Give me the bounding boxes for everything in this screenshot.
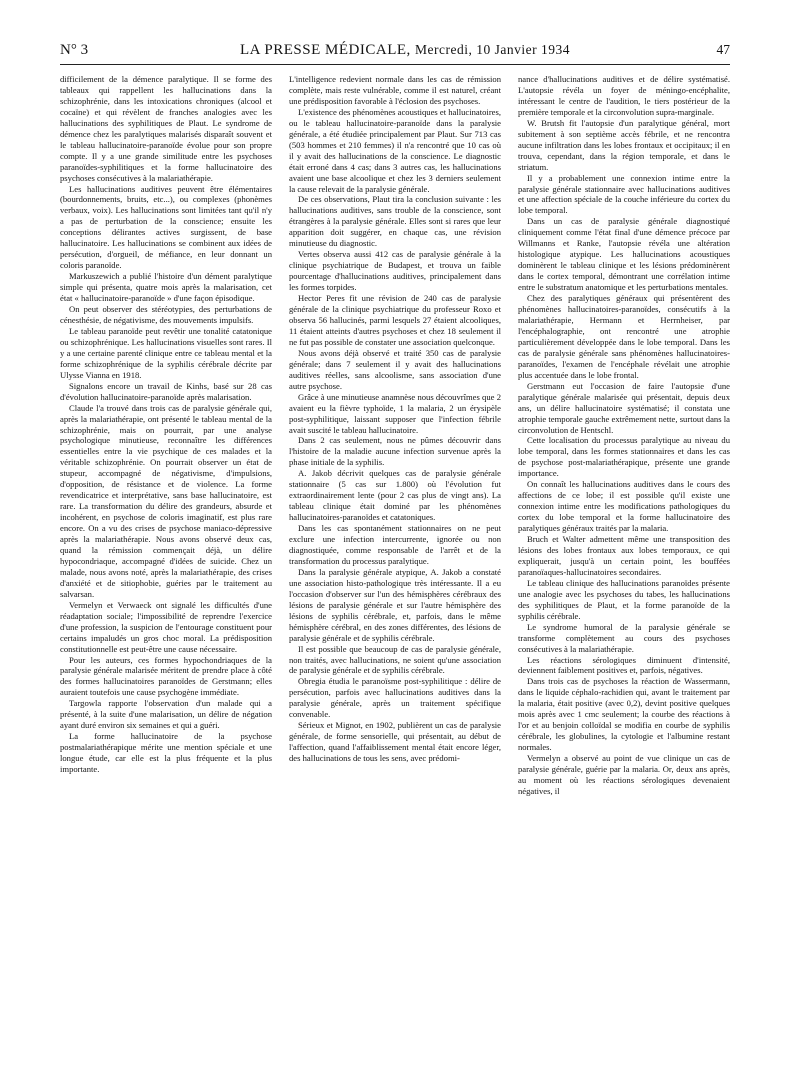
paragraph: On connaît les hallucinations auditives dans le cours des affections de ce lobe; il est possible qu'il existe une connexion intime entre les modifications pathologiques du cortex du lobe temporal et la forme hallucinatoire des paralytiques généraux traités par la malaria. bbox=[518, 479, 730, 534]
article-columns bbox=[60, 74, 730, 1066]
paragraph: A. Jakob décrivit quelques cas de paralysie générale stationnaire (5 cas sur 1.800) où l'évolution fut extraordinairement lente (pour 2 cas plus de vingt ans). La tableau clinique était dominé par les phénomènes hallucinatoires-paranoïdes et catatoniques. bbox=[289, 468, 501, 523]
paragraph: Le syndrome humoral de la paralysie générale se transforme complètement au cours des psychoses consécutives à la malariathérapie. bbox=[518, 621, 730, 654]
paragraph: Le tableau clinique des hallucinations paranoïdes présente une analogie avec les psychoses du tabes, les hallucinations des syphilitiques de Plaut, et la forme paranoïde de la syphilis cérébrale. bbox=[518, 577, 730, 621]
paragraph: Obregia étudia le paranoïsme post-syphilitique : délire de persécution, parfois avec hallucinations auditives dans la paralysie générale, après un traitement spécifique convenable. bbox=[289, 676, 501, 720]
paragraph: Bruch et Walter admettent même une transposition des lésions des lobes frontaux aux lobes temporaux, ce qui expliquerait, jusqu'à un certain point, les bouffées paranoïaques-hallucinatoires secondaires. bbox=[518, 534, 730, 577]
paragraph: Vertes observa aussi 412 cas de paralysie générale à la clinique psychiatrique de Budapest, et trouva un faible pourcentage d'hallucinations auditives, principalement dans les formes torpides. bbox=[289, 249, 501, 293]
issue-date: Mercredi, 10 Janvier 1934 bbox=[415, 42, 570, 57]
paragraph: L'existence des phénomènes acoustiques et hallucinatoires, ou le tableau hallucinatoire-paranoïde dans la paralysie générale, a été étudiée principalement par Plaut. Sur 713 cas (503 hommes et 210 femmes) il n'a rencontré que 10 cas où il y avait des hallucinations de la conscience. Le diagnostic était erroné dans 4 cas; dans 3 autres cas, les hallucinations avaient une base alcoolique et chez les 3 derniers seulement la cause relevait de la paralysie générale. bbox=[289, 106, 501, 194]
paragraph: La forme hallucinatoire de la psychose postmalariathérapique mérite une mention spéciale et une longue étude, car elle est la plus fréquente et la plus importante. bbox=[60, 731, 272, 775]
paragraph: Le tableau paranoïde peut revêtir une tonalité catatonique ou schizophrénique. Les hallucinations visuelles sont rares. Il y a une certaine parenté clinique entre ce tableau mental et la forme schizophrénique de la syphilis cérébrale décrite par Ulysse Vianna en 1918. bbox=[60, 325, 272, 380]
paragraph: Dans 2 cas seulement, nous ne pûmes découvrir dans l'histoire de la maladie aucune infection survenue après la phase initiale de la syphilis. bbox=[289, 435, 501, 468]
column-right bbox=[518, 74, 730, 1066]
paragraph: Gerstmann eut l'occasion de faire l'autopsie d'une paralytique générale malarisée qui présentait, depuis deux ans, un délire hallucinatoire systématisé; il constata une atrophie temporale gauche extrêmement nette, surtout dans la circonvolution de Hentschl. bbox=[518, 380, 730, 435]
issue-number: N° 3 bbox=[60, 42, 89, 58]
paragraph: Chez des paralytiques généraux qui présentèrent des phénomènes hallucinatoires-paranoïdes, consécutifs à la malariathérapie, Hermann et Herrnheiser, par l'encéphalographie, ont rencontré une atrophie particulièrement développée dans le lobe temporal. Dans les cas de paralysie générale sans phénomènes hallucinatoires-paranoïdes, l'examen de l'encéphale révélait une atrophie plus accentuée dans le lobe frontal. bbox=[518, 293, 730, 380]
paragraph: Vermelyn a observé au point de vue clinique un cas de paralysie générale, guérie par la malaria. Or, deux ans après, au moment où les réactions sérologiques devenaient négatives, il bbox=[518, 753, 730, 796]
paragraph: Signalons encore un travail de Kinhs, basé sur 28 cas d'évolution hallucinatoire-paranoïde après malarisation. bbox=[60, 380, 272, 402]
paragraph: Sérieux et Mignot, en 1902, publièrent un cas de paralysie générale, de forme sensorielle, qui présentait, au début de l'affection, quand l'affaiblissement mental était encore léger, des hallucinations de tous les sens, avec prédomi- bbox=[289, 720, 501, 764]
paragraph: W. Brutsh fit l'autopsie d'un paralytique général, mort subitement à son septième accès fébrile, et ne rencontra aucune infiltration dans les lobes frontaux et occipitaux; il en trouva, cependant, dans la région temporale, et dans le striatum. bbox=[518, 117, 730, 172]
paragraph: difficilement de la démence paralytique. Il se forme des tableaux qui rappellent les hallucinations dans la schizophrénie, dans les intoxications chroniques (alcool et cocaïne) et qui révèlent de franches analogies avec les hallucinations des syphilitiques de Plaut. Le syndrome de démence chez les paralytiques malarisés disparaît souvent et le tableau hallucinatoire-paranoïde évolue pour son propre compte. Il y a une grande similitude entre les psychoses paranoïdes-syphilitiques et la forme hallucinatoire des psychoses consécutives à la malariathérapie. bbox=[60, 74, 272, 183]
paragraph: Les réactions sérologiques diminuent d'intensité, deviennent faiblement positives et, parfois, négatives. bbox=[518, 654, 730, 676]
paragraph: Dans les cas spontanément stationnaires on ne peut exclure une infection intercurrente, ignorée ou non diagnostiquée, comme responsable de l'arrêt et de la transformation du processus paralytique. bbox=[289, 523, 501, 566]
paragraph: Les hallucinations auditives peuvent être élémentaires (bourdonnements, bruits, etc...), ou complexes (phonèmes verbaux, voix). Les hallucinations sont limitées tant qu'il n'y a pas de perturbation de la conscience; ensuite les conceptions délirantes actives surgissent, de base hallucinatoire. Les hallucinations se combinent aux idées de persécution, d'orgueil, de méfiance, en leur donnant un coloris paranoïde. bbox=[60, 183, 272, 271]
paragraph: Il est possible que beaucoup de cas de paralysie générale, non traités, avec hallucinations, ne soient qu'une association de paralysie générale et de syphilis cérébrale. bbox=[289, 643, 501, 676]
journal-title-line bbox=[240, 42, 570, 59]
paragraph: Dans trois cas de psychoses la réaction de Wassermann, dans le liquide céphalo-rachidien qui, avant le traitement par la malaria, était positive (avec 0,2), devint positive quelques mois après avec 1 cmc seulement; la courbe des réactions à l'or et au benjoin colloïdal se modifia en courbe de syphilis cérébrale, les globulines, la cytologie et l'albumine restant normales. bbox=[518, 676, 730, 753]
paragraph: L'intelligence redevient normale dans les cas de rémission complète, mais reste vulnérable, comme il est naturel, créant une prédisposition favorable à l'éclosion des psychoses. bbox=[289, 74, 501, 106]
column-left bbox=[60, 74, 272, 1066]
paragraph: Vermelyn et Verwaeck ont signalé les difficultés d'une réadaptation sociale; l'impossibilité de reprendre l'exercice d'une profession, la suspicion de l'entourage constituent pour certains impaludés un gros choc moral. La prédisposition constitutionnelle est peut-être une cause nécessaire. bbox=[60, 599, 272, 654]
paragraph: nance d'hallucinations auditives et de délire systématisé. L'autopsie révéla un foyer de méningo-encéphalite, intéressant le centre de l'audition, le tiers postérieur de la première temporale et la circonvolution supra-marginale. bbox=[518, 74, 730, 117]
journal-title: LA PRESSE MÉDICALE, bbox=[240, 42, 411, 58]
paragraph: Grâce à une minutieuse anamnèse nous découvrîmes que 2 avaient eu la fièvre typhoïde, 1 la malaria, 2 un érysipèle post-syphilitique, laissant supposer que l'infection fébrile avait suscité le tableau hallucinatoire. bbox=[289, 391, 501, 435]
paragraph: Nous avons déjà observé et traité 350 cas de paralysie générale; dans 7 seulement il y avait des hallucinations auditives réelles, sans alcoolisme, sans association d'une autre psychose. bbox=[289, 347, 501, 391]
paragraph: Targowla rapporte l'observation d'un malade qui a présenté, à la suite d'une malarisation, un délire de négation ayant duré environ six semaines et qui a guéri. bbox=[60, 698, 272, 731]
paragraph: On peut observer des stéréotypies, des perturbations de cénesthésie, de négativisme, des mouvements impulsifs. bbox=[60, 304, 272, 325]
page-number: 47 bbox=[716, 42, 730, 57]
header-rule bbox=[60, 64, 730, 65]
paragraph: Dans un cas de paralysie générale diagnostiqué cliniquement comme l'état final d'une démence précoce par Willmanns et Ranke, l'autopsie révéla une altération histologique atypique. Les hallucinations acoustiques dominèrent le tableau clinique et les lésions prédominèrent dans le cortex temporal, démontrant une corrélation intime entre le substratum anatomique et les perturbations mentales. bbox=[518, 216, 730, 293]
paragraph: Claude l'a trouvé dans trois cas de paralysie générale qui, après la malariathérapie, ont présenté le tableau mental de la schizophrénie, mais on pourrait, par une analyse psychologique minutieuse, reconnaître les différences essentielles entre la vie psychique de ces malades et la véritable schizophrénie. On pourrait observer un état de stupeur, accompagné de négativisme, d'impulsions, d'opposition, de résistance et de violence. La forme revendicatrice et interprétative, sans base hallucinatoire, est rare. La transformation du délire des grandeurs, absurde et incohérent, en psychose de coloris imaginatif, est plus rare encore. On a vu des crises de psychose maniaco-dépressive après la malariathérapie. Nous avons observé deux cas, quand la rémission commençait déjà, un délire hypocondriaque, accompagné d'idées de suicide. Chez un malade, nous avons noté, après la malariathérapie, des crises d'anxiété et de sitiophobie, guéries par le traitement au salvarsan. bbox=[60, 402, 272, 599]
paragraph: Dans la paralysie générale atypique, A. Jakob a constaté une association histo-pathologique très intéressante. Il a eu l'occasion d'observer sur l'un des hémisphères cérébraux des lésions de paralysie générale et sur l'autre hémisphère des lésions de syphilis cérébrale, et, parfois, dans le même hémisphère cérébral, en des zones différentes, des lésions de paralysie générale et de syphilis cérébrale. bbox=[289, 566, 501, 643]
paragraph: Markuszewich a publié l'histoire d'un dément paralytique simple qui présenta, quatre mois après la malarisation, cet état « hallucinatoire-paranoïde » d'une façon épisodique. bbox=[60, 271, 272, 304]
paragraph: Pour les auteurs, ces formes hypochondriaques de la paralysie générale malarisée méritent de prendre place à côté des formes hallucinatoires paranoïdes de Gerstmann; elles auraient toutefois une cause psychogène immédiate. bbox=[60, 654, 272, 698]
column-middle bbox=[289, 74, 501, 1066]
paragraph: Hector Peres fit une révision de 240 cas de paralysie générale de la clinique psychiatrique du professeur Roxo et observa 56 hallucinés, parmi lesquels 27 étaient alcooliques, 11 étaient atteints d'autres psychoses et chez 18 seulement il ne fut pas possible de constater une association quelconque. bbox=[289, 293, 501, 347]
paragraph: Il y a probablement une connexion intime entre la paralysie générale stationnaire avec hallucinations auditives et une affection spéciale de la couche inférieure du cortex du lobe temporal. bbox=[518, 172, 730, 216]
paragraph: Cette localisation du processus paralytique au niveau du lobe temporal, dans les formes stationnaires et dans les cas de psychose post-malariathérapique, présente une grande importance. bbox=[518, 435, 730, 479]
paragraph: De ces observations, Plaut tira la conclusion suivante : les hallucinations auditives, sans trouble de la conscience, sont étrangères à la paralysie générale. Elles sont si rares que leur apparition doit suggérer, en chaque cas, une révision minutieuse du diagnostic. bbox=[289, 194, 501, 249]
running-header bbox=[60, 40, 730, 66]
